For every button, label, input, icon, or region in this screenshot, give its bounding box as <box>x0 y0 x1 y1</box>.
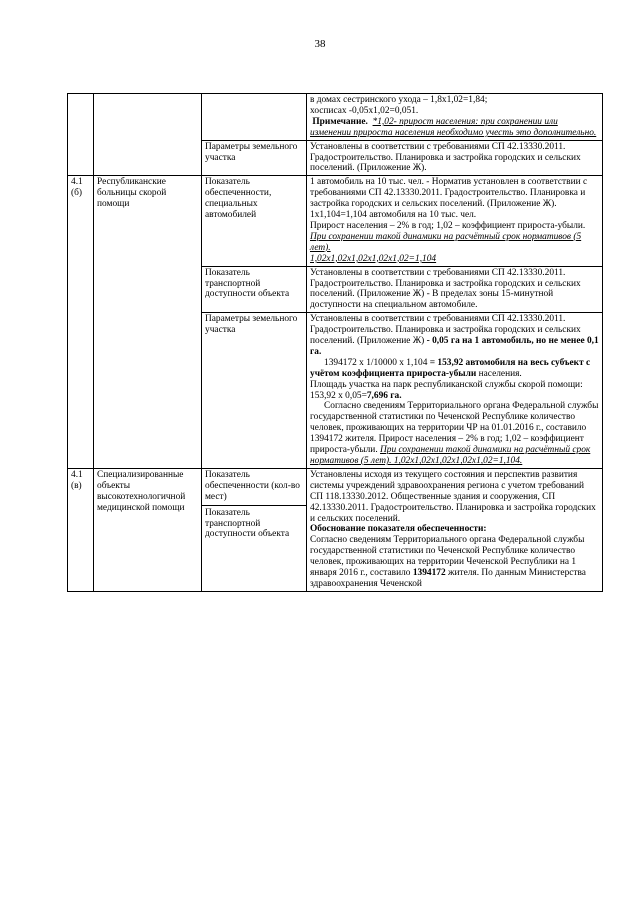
text-part: Согласно сведениям Территориального органа Федеральной службы государственной статистики по Чеченской Республике количество человек, проживающих на территории ЧР на 01.01.2016 г., составило 1394172 жителя. Прирост населения – 2% в год; 1,02 – коэффициент прироста-убыли. <box>310 401 599 456</box>
text-line: хосписах -0,05х1,02=0,051. <box>310 105 419 116</box>
cell-param: Параметры земельного участка <box>202 313 307 469</box>
norms-table <box>67 93 603 592</box>
text-para: Обоснование показателя обеспеченности: <box>310 524 487 535</box>
cell-desc: Установлены в соответствии с требованиями СП 42.13330.2011. Градостроительство. Планировка и застройка городских и сельских поселений. (Приложение Ж). <box>307 140 603 176</box>
text-para <box>310 535 599 590</box>
cell-param <box>202 468 307 591</box>
text-part: 1394172 х 1/10000 х 1,104 <box>324 357 428 368</box>
text-part: Установлены в соответствии с требованиями СП 42.13330.2011. Градостроительство. Планировка и застройка городских и сельских поселений. (Приложение Ж) <box>310 314 581 347</box>
text-part: Прирост населения – 2% в год; 1,02 – коэффициент прироста-убыли. <box>310 220 586 231</box>
text-part: 1394172 <box>412 568 446 579</box>
cell-num: 4.1 (б) <box>68 176 94 469</box>
text-line: в домах сестринского ухода – 1,8х1,02=1,84; <box>310 95 488 105</box>
table-row <box>68 176 603 266</box>
text-part: населения. <box>478 368 522 379</box>
text-part: = 153,92 автомобиля на весь субъект с учётом коэффициента прироста-убыли <box>310 357 591 379</box>
text-part: - 0,05 га на 1 автомобиль, но не менее 0,1 га. <box>310 336 599 357</box>
cell-num: 4.1 (в) <box>68 468 94 591</box>
cell-num <box>68 94 94 176</box>
cell-desc <box>307 94 603 141</box>
text-para: Установлены исходя из текущего состояния и перспектив развития системы учреждений здравоохранения региона с учетом требований СП 118.13330.2012. Общественные здания и сооружения, СП 42.13330.2011. Градостроительство. Планировка и застройка городских и сельских поселений. <box>310 469 596 524</box>
text-para <box>310 401 599 466</box>
note <box>310 117 599 139</box>
cell-desc <box>307 313 603 469</box>
cell-param: Параметры земельного участка <box>202 140 307 176</box>
note-label: Примечание. <box>312 116 368 127</box>
text-para <box>310 314 599 358</box>
text-para <box>310 221 599 254</box>
text-part: При сохранении такой динамики на расчётный срок нормативов (5 лет). <box>310 231 582 253</box>
cell-object <box>94 94 202 176</box>
table-row <box>68 94 603 141</box>
cell-param: Показатель обеспеченности, специальных автомобилей <box>202 176 307 266</box>
text-part: Согласно сведениям Территориального органа Федеральной службы государственной статистики по Чеченской Республике количество человек, проживающих на территории Чеченской Республики на 1 января 2016 г., составило <box>310 535 585 579</box>
text-part: Площадь участка на парк республиканской службы скорой помощи: 153,92 х 0,05= <box>310 379 583 401</box>
param-line: Показатель обеспеченности (кол-во мест) <box>205 469 300 502</box>
text-para <box>310 380 599 402</box>
note-text: *1,02- прирост населения: при сохранении или изменении прироста населения необходимо учесть это дополнительно. <box>310 116 597 138</box>
cell-object: Республиканские больницы скорой помощи <box>94 176 202 469</box>
page-number: 38 <box>314 38 326 50</box>
cell-desc <box>307 468 603 591</box>
param-line: Показатель транспортной доступности объекта <box>202 505 306 541</box>
cell-object: Специализированные объекты высокотехнологичной медицинской помощи <box>94 468 202 591</box>
table-row <box>68 468 603 591</box>
text-part: 7,696 га. <box>366 390 402 401</box>
text-para <box>310 358 599 380</box>
cell-param <box>202 94 307 141</box>
cell-desc: Установлены в соответствии с требованиями СП 42.13330.2011. Градостроительство. Планировка и застройка городских и сельских поселений. (Приложение Ж) - В пределах зоны 15-минутной доступности на специальном автомобиле. <box>307 266 603 313</box>
formula: 1,02х1,02х1,02х1,02х1,02=1,104 <box>310 253 437 264</box>
cell-desc <box>307 176 603 266</box>
text-part: жителя. По данным Министерства здравоохранения Чеченской <box>310 568 586 589</box>
text-para: 1х1,104=1,104 автомобиля на 10 тыс. чел. <box>310 210 477 221</box>
cell-param: Показатель транспортной доступности объекта <box>202 266 307 313</box>
text-part: При сохранении такой динамики на расчётный срок нормативов (5 лет). 1,02х1,02х1,02х1,02х1,02=1,104. <box>310 445 591 466</box>
text-para: 1 автомобиль на 10 тыс. чел. - Норматив установлен в соответствии с требованиями СП 42.13330.2011. Градостроительство. Планировка и застройка городских и сельских поселений. (Приложение Ж). <box>310 177 588 210</box>
